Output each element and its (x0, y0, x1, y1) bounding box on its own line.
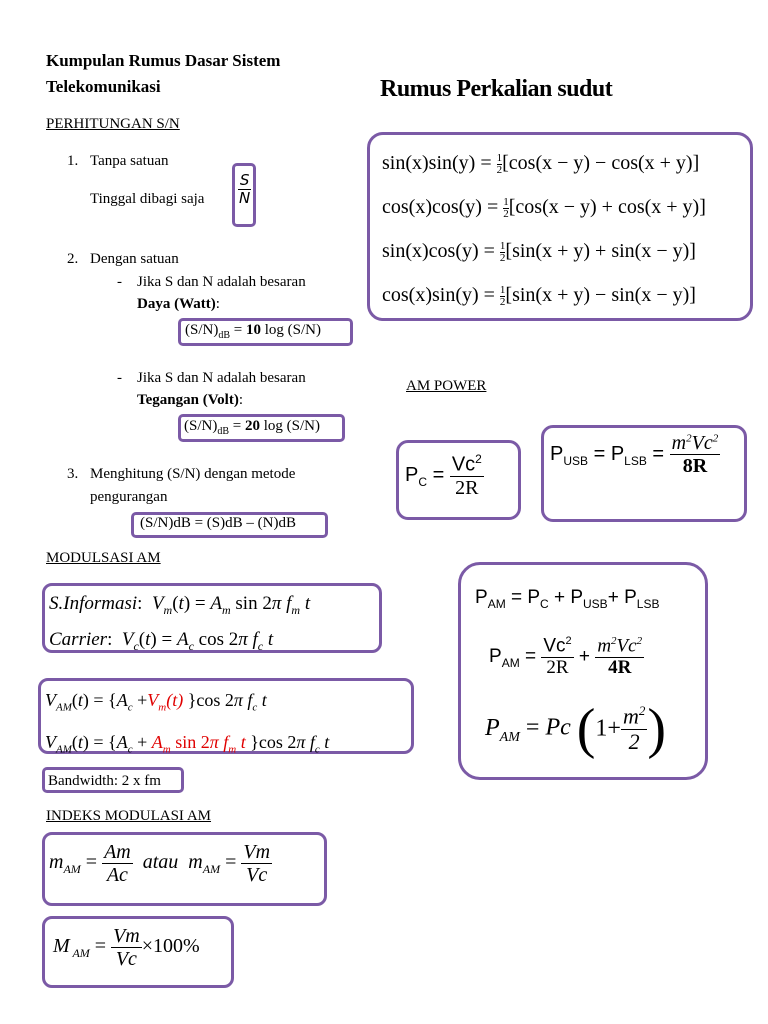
bullet-b-bold-line: Tegangan (Volt): (137, 392, 244, 408)
trig-equals-half: = $\frac{1}{2}$ [ (478, 283, 513, 308)
sn-item3-line2: pengurangan (90, 489, 168, 505)
trig-identity-row (382, 141, 706, 185)
formula-db-power (178, 318, 353, 346)
indeks-percent-box (42, 916, 234, 988)
trig-rows (382, 141, 706, 317)
trig-lhs: sin(x)sin(y) (382, 152, 476, 174)
bullet-a-text: Jika S dan N adalah besaran (137, 274, 306, 290)
pc-formula: $P_C$ = $\frac{Vc^2}{2R}$ (405, 452, 482, 499)
trig-bracket-close: ] (689, 240, 696, 262)
trig-rhs: sin(x + y) − sin(x − y) (512, 284, 690, 306)
formula-a-sub: dB (218, 330, 231, 341)
indeks-heading: INDEKS MODULASI AM (46, 808, 212, 824)
vam-formula-1: $V_{AM}(t) = \{A_c +V_m(t)$ }cos 2π $f_c$ t (45, 690, 267, 714)
bullet-dash: - (117, 274, 122, 290)
bullet-a-bold-line: Daya (Watt): (137, 296, 220, 312)
trig-lhs: cos(x)sin(y) (382, 284, 479, 306)
bullet-b-bold: Tegangan (Volt) (137, 392, 239, 408)
trig-heading: Rumus Perkalian sudut (380, 76, 613, 102)
trig-lhs: sin(x)cos(y) (382, 240, 479, 262)
formula-b-lhs: (S/N) (184, 418, 218, 434)
page-title-line1: Kumpulan Rumus Dasar Sistem (46, 51, 281, 70)
formula-a-eq: = (230, 322, 246, 338)
trig-bracket-close: ] (692, 152, 700, 174)
formula-db-subtract: (S/N)dB = (S)dB – (N)dB (131, 512, 328, 538)
sn-item2-title: Dengan satuan (90, 251, 179, 267)
formula-a-lhs: (S/N) (185, 322, 219, 338)
sn-fraction-denominator: N (239, 188, 251, 207)
bullet-dash: - (117, 370, 122, 386)
pc-box (396, 440, 521, 520)
sn-item3-number: 3. (67, 466, 79, 482)
indeks-ratio-box (42, 832, 327, 906)
trig-rhs: cos(x − y) − cos(x + y) (508, 152, 693, 174)
bandwidth-box: Bandwidth: 2 x fm (42, 767, 184, 793)
pam-expanded-formula: $P_{AM}$ = $\frac{Vc^2}{2R}$ + $\frac{m^2Vc^2}{4R}$ (489, 635, 643, 679)
sn-item2-number: 2. (67, 251, 79, 267)
modulasi-signal-box (42, 583, 382, 653)
trig-lhs: cos(x)cos(y) (382, 196, 482, 218)
trig-bracket-close: ] (699, 196, 706, 218)
trig-equals-half: = $\frac{1}{2}$ [ (475, 151, 509, 176)
trig-bracket-close: ] (689, 284, 696, 306)
pam-sum-formula: $P_{AM} = P_C + P_{USB}+ P_{LSB}$ (475, 587, 660, 611)
formula-db-volt (178, 414, 345, 442)
atau-text: atau (142, 851, 179, 874)
formula-a-k: 10 (245, 322, 261, 338)
sn-item1-desc: Tinggal dibagi saja (90, 191, 205, 207)
trig-rhs: sin(x + y) + sin(x − y) (512, 240, 690, 262)
indeks-percent-formula: M $_{AM}$ = $\frac{Vm}{Vc}$ ×100% (53, 925, 200, 970)
sn-item1-title: Tanpa satuan (90, 153, 169, 169)
trig-identity-row (382, 185, 706, 229)
pusb-box (541, 425, 747, 522)
trig-identity-row (382, 229, 706, 273)
page-title (46, 48, 280, 100)
bullet-a-bold: Daya (Watt) (137, 296, 216, 312)
sn-heading: PERHITUNGAN S/N (46, 116, 180, 132)
sn-fraction-numerator: S (239, 171, 250, 189)
trig-box (367, 132, 753, 321)
trig-identity-row (382, 273, 706, 317)
indeks-ratio-formula: $m_{AM}$ = $\frac{Am}{Ac}$ atau $m_{AM}$ = $\frac{Vm}{Vc}$ (49, 841, 271, 886)
pusb-formula: $P_{USB} = P_{LSB}$ = $\frac{m^2Vc^2}{8R}$ (550, 432, 719, 477)
formula-b-sub: dB (217, 426, 230, 437)
trig-rhs: cos(x − y) + cos(x + y) (515, 196, 700, 218)
am-power-heading: AM POWER (406, 378, 487, 394)
bullet-b-text: Jika S dan N adalah besaran (137, 370, 306, 386)
trig-equals-half: = $\frac{1}{2}$ [ (481, 195, 516, 220)
info-label: S.Informasi (49, 593, 138, 614)
pam-box (458, 562, 708, 780)
page-title-line2: Telekomunikasi (46, 77, 161, 96)
sn-item3-line1: Menghitung (S/N) dengan metode (90, 466, 296, 482)
sn-item1-number: 1. (67, 153, 79, 169)
formula-b-rhs: log (S/N) (259, 418, 320, 434)
modulasi-heading: MODULSASI AM (46, 550, 161, 566)
trig-equals-half: = $\frac{1}{2}$ [ (478, 239, 513, 264)
formula-b-k: 20 (244, 418, 260, 434)
vam-formula-2: $V_{AM}(t) = \{A_c + A_m$ sin 2π $f_m$ t }cos 2π $f_c$ t (45, 731, 330, 756)
formula-b-eq: = (229, 418, 245, 434)
sn-fraction-box (232, 163, 256, 227)
pam-final-formula: $P_{AM} = Pc$ (1+ $\frac{m^2}{2}$ ) (485, 698, 666, 760)
carrier-label: Carrier (49, 628, 108, 650)
sn-fraction (237, 172, 252, 206)
vam-box (38, 678, 414, 754)
carrier-formula: Carrier: $V_c(t) = A_c$ cos 2π $f_c$ t (49, 628, 274, 653)
info-signal-formula: S.Informasi: $V_m(t) = A_m$ sin 2π $f_m$ t (49, 593, 311, 617)
formula-a-rhs: log (S/N) (260, 322, 321, 338)
